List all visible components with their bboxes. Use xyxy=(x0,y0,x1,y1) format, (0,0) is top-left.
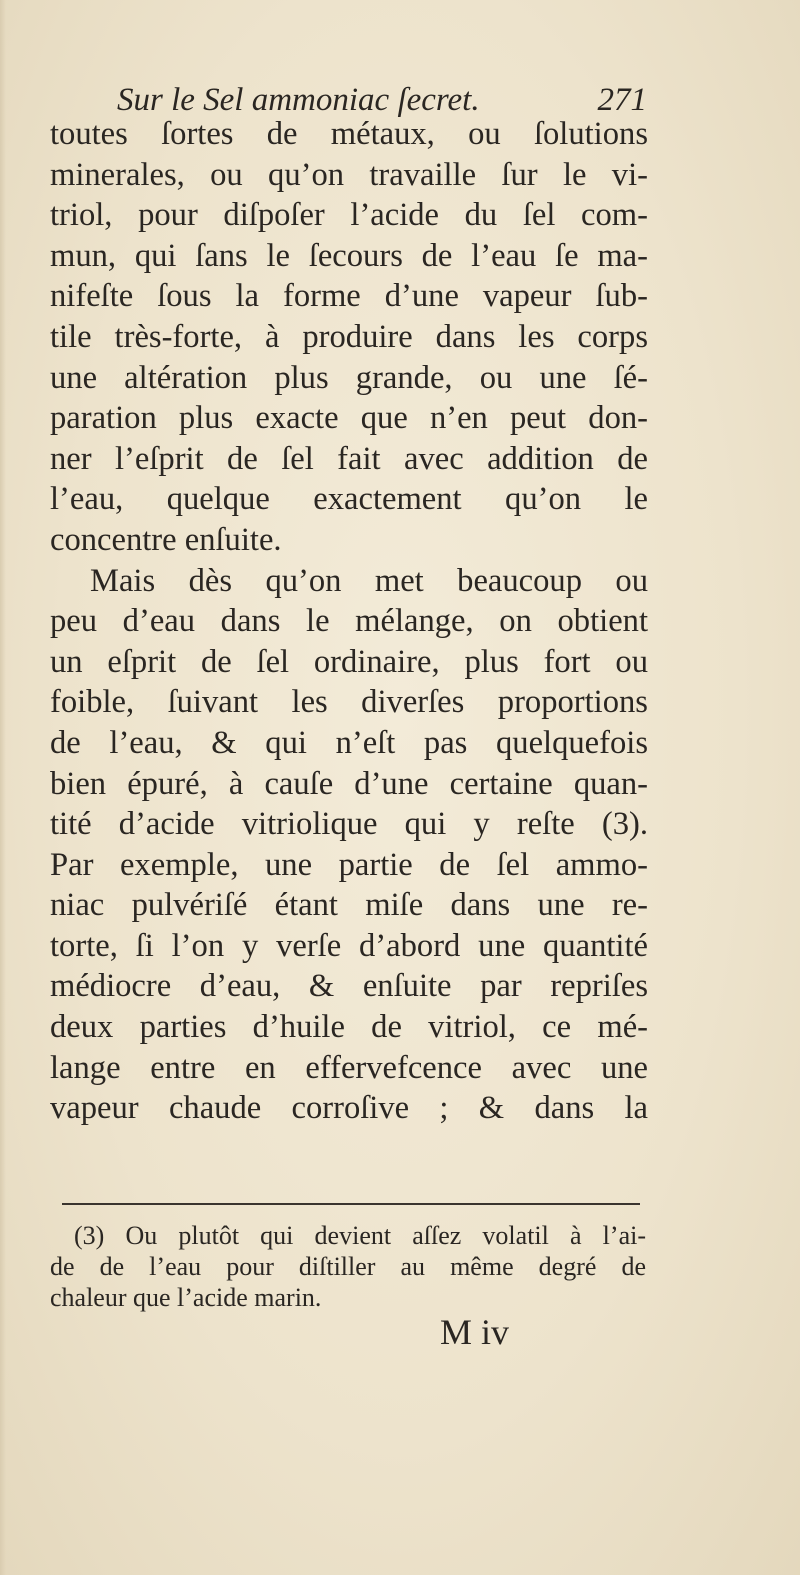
footnote-line: de de l’eau pour diſtiller au même degré de xyxy=(50,1252,646,1281)
text-line: toutes ſortes de métaux, ou ſolutions xyxy=(50,116,648,152)
text-line: Par exemple, une partie de ſel ammo- xyxy=(50,846,648,883)
page-number: 271 xyxy=(597,82,647,118)
text-line: ner l’eſprit de ſel fait avec addition de xyxy=(50,440,648,477)
footnote-line: chaleur que l’acide marin. xyxy=(50,1283,322,1312)
text-line: un eſprit de ſel ordinaire, plus fort ou xyxy=(50,643,648,680)
signature-mark: M iv xyxy=(440,1312,510,1352)
text-line: minerales, ou qu’on travaille ſur le vi- xyxy=(50,156,648,193)
text-line: tité d’acide vitriolique qui y reſte (3). xyxy=(50,806,648,843)
text-line: médiocre d’eau, & enſuite par repriſes xyxy=(50,968,648,1005)
footnote-separator xyxy=(62,1203,640,1205)
text-line: paration plus exacte que n’en peut don- xyxy=(50,400,648,437)
text-line: l’eau, quelque exactement qu’on le xyxy=(50,481,648,518)
text-line: vapeur chaude corroſive ; & dans la xyxy=(50,1090,648,1127)
text-line: lange entre en effervefcence avec une xyxy=(50,1049,648,1086)
text-line: niac pulvériſé étant miſe dans une re- xyxy=(50,887,648,924)
text-line: concentre enſuite. xyxy=(50,521,282,558)
footnote-line: (3) Ou plutôt qui devient aſſez volatil à l’ai- xyxy=(74,1221,646,1250)
text-line: bien épuré, à cauſe d’une certaine quan- xyxy=(50,765,648,802)
text-line: peu d’eau dans le mélange, on obtient xyxy=(50,603,648,640)
text-line: triol, pour diſpoſer l’acide du ſel com- xyxy=(50,197,648,234)
main-text xyxy=(50,114,648,1129)
page-fold-shadow xyxy=(0,0,6,1575)
text-line: nifeſte ſous la forme d’une vapeur ſub- xyxy=(50,278,648,315)
text-line: deux parties d’huile de vitriol, ce mé- xyxy=(50,1009,648,1046)
text-line: foible, ſuivant les diverſes proportions xyxy=(50,684,648,721)
text-line: de l’eau, & qui n’eſt pas quelquefois xyxy=(50,724,648,761)
running-title: Sur le Sel ammoniac ſecret. xyxy=(117,82,480,118)
footnote xyxy=(50,1220,646,1313)
text-line: torte, ſi l’on y verſe d’abord une quantité xyxy=(50,927,648,964)
text-line: mun, qui ſans le ſecours de l’eau ſe ma- xyxy=(50,237,648,274)
text-line: tile très-forte, à produire dans les corps xyxy=(50,318,648,355)
text-line: une altération plus grande, ou une ſé- xyxy=(50,359,648,396)
paragraph-start-line: Mais dès qu’on met beaucoup ou xyxy=(90,562,648,599)
